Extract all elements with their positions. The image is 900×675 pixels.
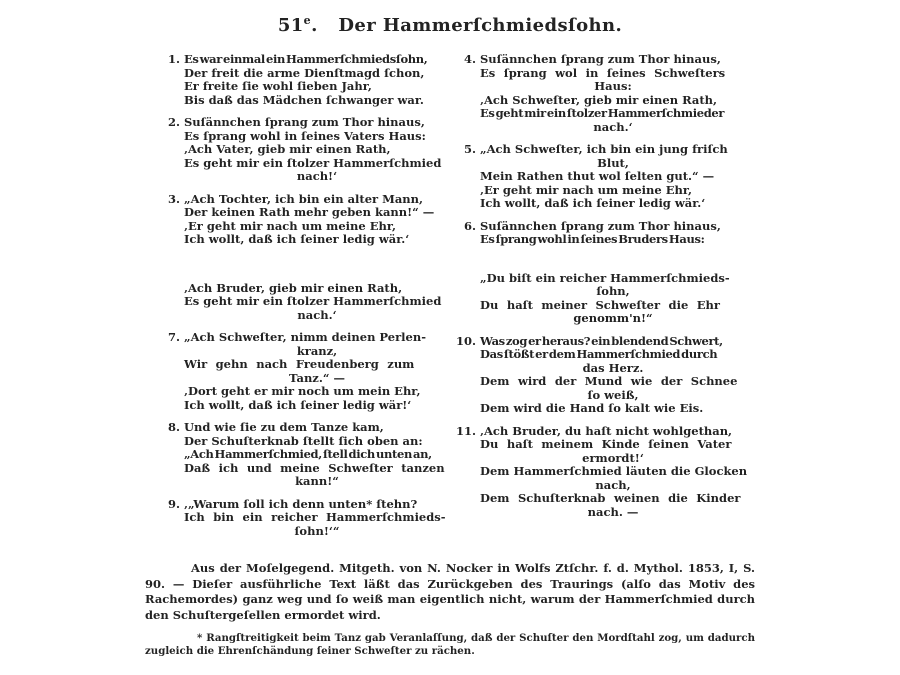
verse-line: genomm'n!“: [573, 311, 653, 325]
verse-line: kranz,: [296, 343, 338, 358]
verse-line: Wir gehn nach Freudenberg zum: [184, 357, 415, 371]
verse-line: Du haſt meinem Kinde ſeinen Vater: [480, 437, 732, 451]
verse-line: Ich wollt, daß ich ſeiner ledig wär.‘: [480, 196, 706, 210]
verse-line: ſohn,: [596, 284, 630, 298]
stanza-number: 7.: [167, 330, 180, 344]
verse-line: ‚Dort geht er mir noch um mein Ehr,: [184, 384, 421, 398]
verse-line: Daß ich und meine Schweſter tanzen: [184, 460, 445, 475]
verse-line: Es ſprang wol in ſeines Schweſters: [480, 65, 726, 80]
poem-column-left: [154, 53, 450, 547]
stanza-6-reply: [450, 272, 746, 326]
stanza-number: 6.: [463, 218, 476, 233]
verse-line: ‚„Warum ſoll ich denn unten* ſtehn?: [184, 496, 418, 511]
verse-line: Blut,: [597, 155, 629, 170]
verse-line: ‚Ach Schweſter, gieb mir einen Rath,: [480, 92, 718, 107]
verse-line: Dem wird die Hand ſo kalt wie Eis.: [480, 401, 704, 415]
verse-line: Suſännchen ſprang zum Thor hinaus,: [480, 52, 721, 66]
verse-line: nach.‘: [593, 119, 633, 134]
song-title: Der Hammerſchmiedsſohn.: [338, 15, 623, 36]
verse-line: kann!“: [295, 474, 339, 488]
stanza-number: 11.: [455, 423, 476, 438]
stanza-number: 9.: [167, 496, 180, 511]
verse-line: Der keinen Rath mehr geben kann!“ —: [184, 205, 435, 219]
verse-line: Es war einmal ein Hammerſchmiedsſohn,: [184, 52, 428, 66]
verse-line: nach,: [595, 477, 631, 492]
verse-line: „Ach Schweſter, nimm deinen Perlen-: [184, 330, 426, 344]
source-note: Aus der Moſelgegend. Mitgeth. von N. Nocker in Wolfs Ztſchr. f. d. Mythol. 1853, I, S. 90. — Dieſer ausführliche Text läßt das Zurückgeben des Traurings (alſo das Motiv des Rachemordes) ganz weg und ſo weiß man eigentlich nicht, warum der Hammerſchmied durch den Schuſtergeſellen ermordet wird.: [145, 561, 755, 622]
verse-line: „Ach Tochter, ich bin ein alter Mann,: [184, 191, 424, 206]
stanza-number: 4.: [463, 52, 476, 66]
verse-line: ‚Ach Bruder, du haſt nicht wohlgethan,: [480, 423, 733, 438]
stanza-number: [154, 282, 184, 323]
stanza-number: 1.: [167, 52, 180, 66]
stanza-7: [154, 331, 450, 412]
verse-line: ‚Ach Vater, gieb mir einen Rath,: [184, 142, 391, 156]
verse-line: ermordt!‘: [582, 450, 644, 465]
verse-line: Es geht mir ein ſtolzer Hammerſchmieder: [480, 106, 725, 120]
song-number: 51: [277, 15, 304, 36]
verse-line: Haus:: [594, 79, 632, 93]
stanza-6-continuation: [154, 282, 450, 323]
verse-line: nach!‘: [296, 169, 338, 183]
song-number-dot: .: [311, 15, 318, 36]
verse-line: Ich wollt, daß ich ſeiner ledig wär.‘: [184, 232, 410, 246]
verse-line: Das ſtößt er dem Hammerſchmied durch: [480, 347, 718, 361]
verse-line: Dem wird der Mund wie der Schnee: [480, 374, 738, 388]
verse-line: Mein Rathen thut wol ſelten gut.“ —: [480, 169, 715, 183]
verse-line: Es ſprang wohl in ſeines Vaters Haus:: [184, 128, 426, 143]
stanza-number: [450, 272, 480, 326]
verse-line: Und wie ſie zu dem Tanze kam,: [184, 420, 384, 434]
verse-line: ‚Er geht mir nach um meine Ehr,: [184, 218, 397, 233]
verse-line: das Herz.: [582, 360, 644, 375]
verse-line: Suſännchen ſprang zum Thor hinaus,: [184, 115, 425, 129]
verse-line: Es geht mir ein ſtolzer Hammerſchmied: [184, 155, 442, 170]
stanza-9: [154, 498, 450, 539]
verse-line: nach.‘: [297, 307, 337, 322]
stanza-10: [450, 335, 746, 416]
verse-line: Er freite ſie wohl ſieben Jahr,: [184, 79, 372, 93]
verse-line: „Ach Hammerſchmied, ſtell dich unten an,: [184, 447, 432, 461]
verse-line: Was zog er heraus? ein blendend Schwert,: [480, 333, 723, 348]
stanza-number: 2.: [167, 115, 180, 129]
stanza-11: [450, 425, 746, 520]
verse-line: Es ſprang wohl in ſeines Bruders Haus:: [480, 232, 705, 246]
verse-line: Ich wollt, daß ich ſeiner ledig wär!‘: [184, 397, 412, 412]
verse-line: Suſännchen ſprang zum Thor hinaus,: [480, 218, 721, 233]
verse-line: Der Schuſterknab ſtellt ſich oben an:: [184, 433, 423, 448]
verse-line: „Ach Schweſter, ich bin ein jung friſch: [480, 142, 728, 156]
verse-line: Der freit die arme Dienſtmagd ſchon,: [184, 65, 425, 80]
stanza-3: [154, 193, 450, 247]
stanza-4: [450, 53, 746, 134]
stanza-8: [154, 421, 450, 489]
stanza-5: [450, 143, 746, 211]
verse-line: ſo weiß,: [587, 387, 639, 402]
song-number-superscript: e: [303, 14, 312, 27]
verse-line: ‚Ach Bruder, gieb mir einen Rath,: [184, 280, 403, 295]
verse-line: „Du biſt ein reicher Hammerſchmieds-: [480, 270, 730, 285]
verse-line: ‚Er geht mir nach um meine Ehr,: [480, 182, 693, 197]
verse-line: Ich bin ein reicher Hammerſchmieds-: [184, 510, 446, 524]
stanza-6: [450, 220, 746, 247]
stanza-2: [154, 116, 450, 184]
page-title: [0, 14, 900, 36]
verse-line: Du haſt meiner Schweſter die Ehr: [480, 297, 720, 312]
verse-line: Bis daß das Mädchen ſchwanger war.: [184, 92, 424, 107]
verse-line: Dem Hammerſchmied läuten die Glocken: [480, 464, 748, 478]
stanza-number: 10.: [455, 333, 476, 348]
stanza-number: 5.: [463, 142, 476, 156]
stanza-1: [154, 53, 450, 107]
verse-line: nach. —: [587, 504, 639, 519]
poem-column-right: [450, 53, 746, 547]
verse-line: Dem Schuſterknab weinen die Kinder: [480, 491, 741, 505]
footnote: * Rangſtreitigkeit beim Tanz gab Veranlaſſung, daß der Schuſter den Mordſtahl zog, um dadurch zugleich die Ehrenſchändung ſeiner Schweſter zu rächen.: [145, 632, 755, 657]
poem-columns: [154, 53, 746, 547]
verse-line: Tanz.“ —: [289, 370, 345, 385]
stanza-number: 8.: [167, 420, 180, 434]
verse-line: ſohn!‘“: [294, 523, 340, 538]
stanza-number: 3.: [167, 191, 180, 206]
verse-line: Es geht mir ein ſtolzer Hammerſchmied: [184, 294, 442, 308]
